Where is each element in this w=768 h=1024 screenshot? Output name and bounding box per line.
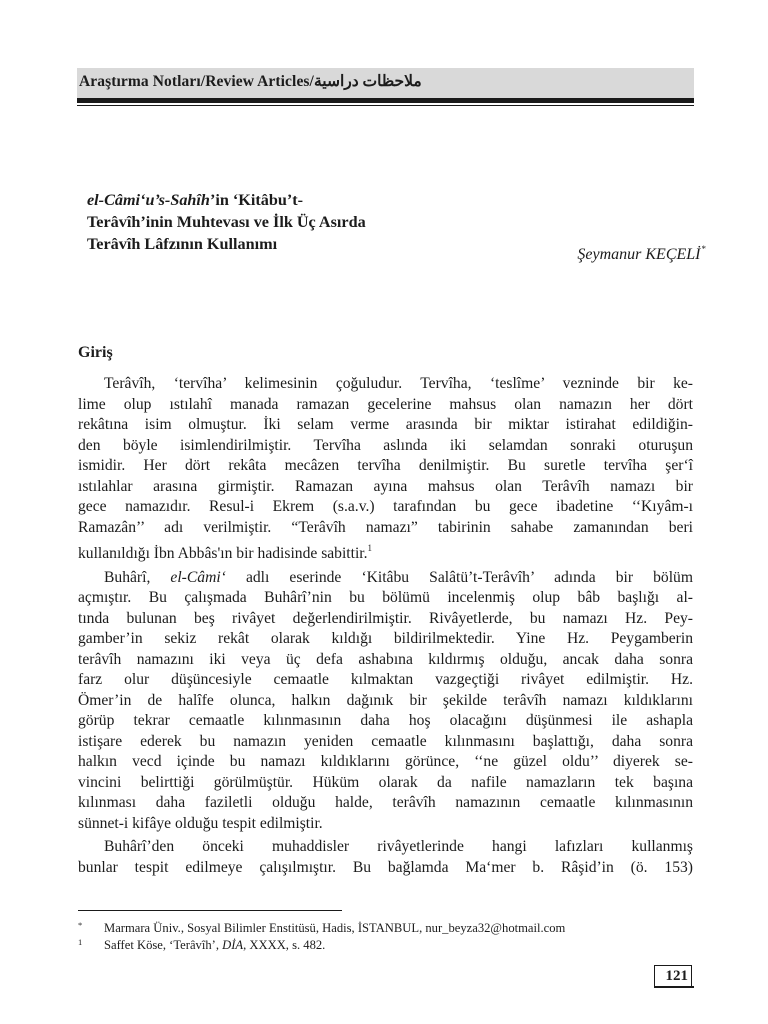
body-text <box>78 374 693 878</box>
italic-abbrev: DİA <box>222 938 244 952</box>
footnote-mark: * <box>78 920 83 930</box>
footnote-text: Marmara Üniv., Sosyal Bilimler Enstitüsü, Hadis, İSTANBUL, nur_beyza32@hotmail.com <box>104 921 566 935</box>
text-line: tında bulunan beş rivâyet değerlendirilmiştir. Rivâyetlerde, bu namazı Hz. Pey- <box>78 609 693 627</box>
title-line-1 <box>87 189 467 211</box>
italic-term: el-Câmi‘ <box>170 568 226 586</box>
text-line <box>78 538 693 565</box>
paragraph-3 <box>78 837 693 878</box>
text-line: halkın vecd içinde bu namazı kıldıklarını görünce, ‘‘ne güzel oldu’’ diyerek se- <box>78 753 693 770</box>
text-line: kılınması daha faziletli olduğu halde, terâvîh namazının cemaatle kılınmasının <box>78 794 693 811</box>
footnote-item <box>78 920 693 937</box>
article-title <box>87 189 467 255</box>
section-heading: Giriş <box>78 344 113 361</box>
header-rule <box>77 98 694 103</box>
running-header <box>77 68 694 98</box>
text-line: Ömer’in de halîfe olunca, halkın dağınık bir şekilde terâvîh namazı kıldıklarını <box>78 691 693 709</box>
footnote-mark: 1 <box>78 937 83 947</box>
text-line: Terâvîh, ‘tervîha’ kelimesinin çoğuludur. Tervîha, ‘teslîme’ vezninde bir ke- <box>104 375 693 392</box>
title-line-3: Terâvîh Lâfzının Kullanımı <box>87 235 278 253</box>
footnote-rule <box>78 910 342 911</box>
footnote-text: Saffet Köse, ‘Terâvîh’, DİA, XXXX, s. 482. <box>104 938 326 952</box>
text-line-content: kullanıldığı İbn Abbâs'ın bir hadisinde sabittir. <box>78 545 368 562</box>
text-line: gece namazıdır. Resul-i Ekrem (s.a.v.) tarafından bu gece ibadetine ‘‘Kıyâm-ı <box>78 498 693 515</box>
text-line: terâvîh namazını iki veya üç defa ashabına kıldırmış olduğu, ancak daha sonra <box>78 650 693 668</box>
text-line: ismidir. Her dört rekâta mecâzen tervîha denilmiştir. Bu suretle tervîha şer‘î <box>78 457 693 474</box>
running-title: Araştırma Notları/Review Articles/ملاحظات دراسية <box>79 73 422 90</box>
page-number: 121 <box>654 965 692 987</box>
text-line: ıstılahlar arasına girmiştir. Ramazan ayına mahsus olan Terâvîh namazı bir <box>78 477 693 495</box>
text-line: gamber’in sekiz rekât olarak kıldığı bildirilmektedir. Yine Hz. Peygamberin <box>78 630 693 647</box>
text-line: sünnet-i kifâye olduğu tespit edilmiştir. <box>78 814 323 832</box>
footnote-item <box>78 937 693 954</box>
author-text: Şeymanur KEÇELİ <box>577 246 701 263</box>
text-line: görüp tekrar cemaatle kılınmasının daha hoş olacağını düşünmesi ile ashapla <box>78 712 693 729</box>
footnotes <box>78 920 693 954</box>
text-line: rekâtına isim olmuştur. İki selam verme arasında bir miktar istirahat edildiğin- <box>78 416 693 433</box>
footnote-ref[interactable]: 1 <box>367 543 373 553</box>
text-line: açmıştır. Bu çalışmada Buhârî’nin bu bölümü incelenmiş olup bâb başlığı al- <box>78 589 693 606</box>
author-name <box>577 244 706 264</box>
page-number-rule <box>654 986 694 988</box>
paragraph-1 <box>78 374 693 565</box>
author-footnote-mark: * <box>701 244 706 254</box>
text-line: farz olur düşüncesiyle cemaatle kılmaktan vazgeçtiği rivâyet edilmiştir. Hz. <box>78 671 693 688</box>
text-line: Buhârî’den önceki muhaddisler rivâyetlerinde hangi lafızları kullanmış <box>104 838 693 855</box>
title-line-2: Terâvîh’inin Muhtevası ve İlk Üç Asırda <box>87 213 366 231</box>
text-line: lime olup ıstılahî manada ramazan gecelerine mahsus olan namazın her dört <box>78 395 693 413</box>
paragraph-2 <box>78 568 693 835</box>
text-line: bunlar tespit edilmeye çalışılmıştır. Bu bağlamda Ma‘mer b. Râşid’in (ö. 153) <box>78 858 693 876</box>
title-line-1-rest: ’in ‘Kitâbu’t- <box>209 191 304 209</box>
header-rule-thin <box>77 105 694 106</box>
text-line: den böyle isimlendirilmiştir. Tervîha aslında iki selamdan sonraki oturuşun <box>78 436 693 454</box>
text-line: vincini belirttiği görülmüştür. Hüküm olarak da nafile namazların tek başına <box>78 773 693 791</box>
text-line: Ramazân’’ adı verilmiştir. “Terâvîh namazı” tabirinin sahabe zamanından beri <box>78 518 693 536</box>
title-italic-part: el-Câmi‘u’s-Sahîh <box>87 191 210 209</box>
text-line: Buhârî, el-Câmi‘ adlı eserinde ‘Kitâbu Salâtü’t-Terâvîh’ adında bir bölüm <box>104 568 693 586</box>
text-line: istişare ederek bu namazın yeniden cemaatle kılınmasını başlattığı, daha sonra <box>78 732 693 750</box>
